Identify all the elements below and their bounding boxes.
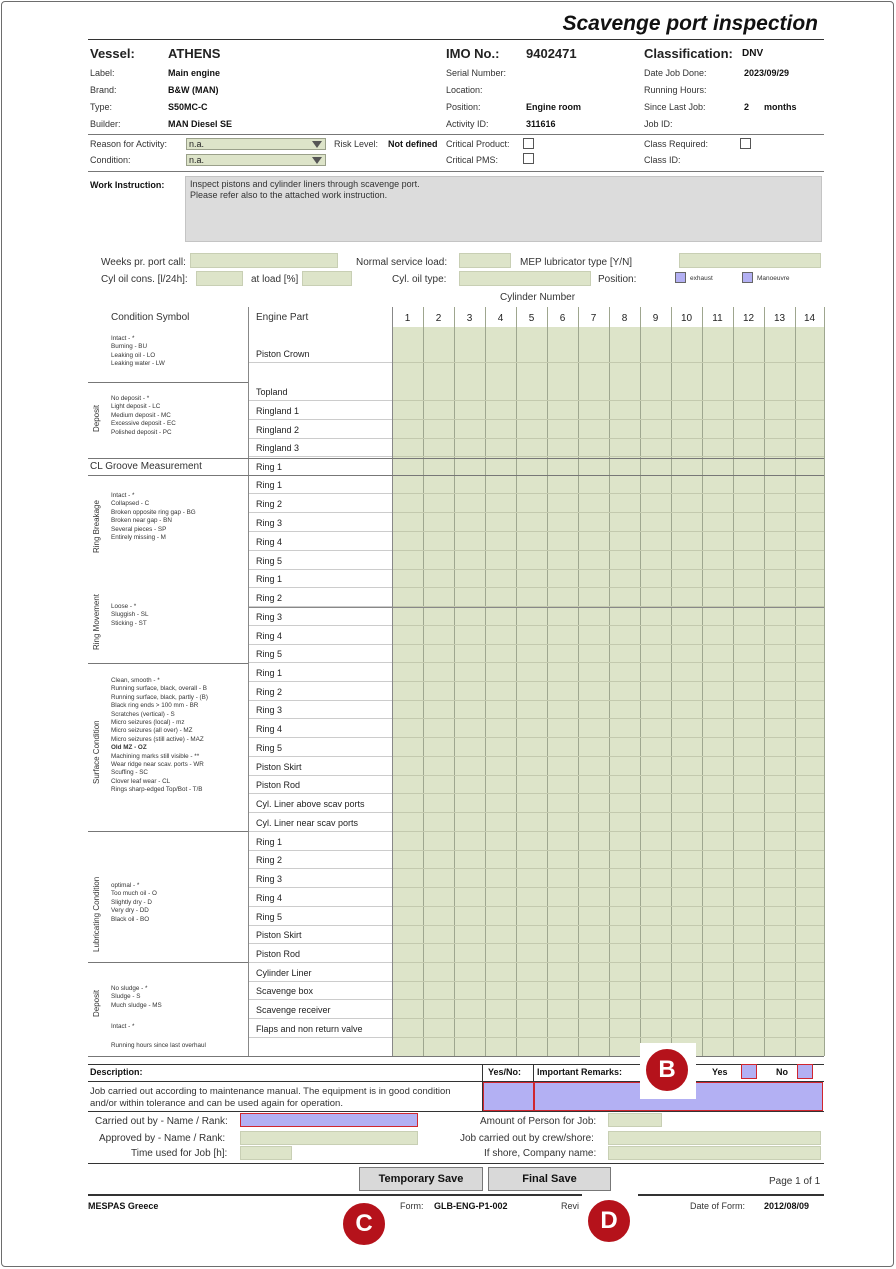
grid-row-line: [392, 999, 824, 1000]
grid-row-line: [392, 962, 824, 963]
part-row-line: [248, 531, 392, 532]
symbol-item: Clover leaf wear - CL: [111, 777, 171, 785]
activity-id-label: Activity ID:: [446, 119, 489, 129]
grid-row-line: [392, 456, 824, 457]
grid-row-line: [392, 700, 824, 701]
part-row-line: [248, 438, 392, 439]
work-instruction-label: Work Instruction:: [90, 180, 165, 190]
location-label: Location:: [446, 85, 483, 95]
label-label: Label:: [90, 68, 115, 78]
critical-product-checkbox[interactable]: [523, 138, 534, 149]
critical-pms-label: Critical PMS:: [446, 155, 499, 165]
temporary-save-button[interactable]: Temporary Save: [359, 1167, 483, 1191]
engine-part-row-label: Ring 4: [256, 724, 283, 734]
row-divider: [248, 607, 824, 608]
symbol-item: Sticking - ST: [111, 619, 147, 627]
part-row-line: [248, 512, 392, 513]
cyl-oil-cons-label: Cyl oil cons. [l/24h]:: [101, 274, 188, 285]
engine-part-row-label: Piston Crown: [256, 349, 310, 359]
cylinder-header-4: 4: [497, 313, 504, 324]
date-of-form-label: Date of Form:: [690, 1201, 746, 1211]
reason-label: Reason for Activity:: [90, 139, 168, 149]
fields-divider: [88, 1163, 824, 1164]
description-bottom: [88, 1111, 824, 1112]
symbol-item: Wear ridge near scav. ports - WR: [111, 761, 204, 769]
part-row-line: [248, 793, 392, 794]
engine-part-row-label: Ring 4: [256, 631, 283, 641]
grid-row-line: [392, 587, 824, 588]
imo-value: 9402471: [526, 46, 577, 61]
type-label: Type:: [90, 102, 113, 112]
builder-label: Builder:: [90, 119, 121, 129]
carried-out-highlight: [240, 1113, 418, 1127]
table-bottom: [88, 1056, 824, 1057]
symbol-item: Leaking water - LW: [111, 360, 165, 368]
important-remarks-label: Important Remarks:: [537, 1067, 623, 1077]
part-row-line: [248, 362, 392, 363]
symbols-piston-crown: [111, 335, 165, 369]
page-number: Page 1 of 1: [769, 1176, 821, 1187]
time-used-input[interactable]: [240, 1146, 292, 1160]
part-row-line: [248, 906, 392, 907]
ring-movement-section-label: Ring Movement: [92, 593, 101, 650]
title-divider: [88, 39, 824, 40]
symbol-item: Black ring ends > 100 mm - BR: [111, 702, 199, 710]
grid-row-line: [392, 887, 824, 888]
cylinder-header-10: 10: [680, 313, 693, 324]
grid-row-line: [392, 512, 824, 513]
weeks-input[interactable]: [190, 253, 338, 268]
part-row-line: [248, 1037, 392, 1038]
chevron-down-icon: [312, 157, 322, 164]
description-label: Description:: [90, 1067, 143, 1077]
grid-row-line: [392, 662, 824, 663]
symbol-item: Leaking oil - LO: [111, 351, 156, 359]
cylinder-header-3: 3: [466, 313, 473, 324]
engine-part-row-label: Cyl. Liner near scav ports: [256, 818, 359, 828]
engine-part-row-label: Ring 2: [256, 687, 283, 697]
symbol-item: Slightly dry - D: [111, 898, 152, 906]
form-code: GLB-ENG-P1-002: [434, 1201, 508, 1211]
symbol-item: Much sludge - MS: [111, 1001, 162, 1009]
symbol-item: Broken near gap - BN: [111, 517, 172, 525]
critical-pms-checkbox[interactable]: [523, 153, 534, 164]
engine-part-column-border: [248, 307, 249, 1056]
symbol-item: Sludge - S: [111, 993, 141, 1001]
symbol-item: Polished deposit - PC: [111, 428, 172, 436]
symbol-item: Running surface, black, partly - (B): [111, 693, 208, 701]
symbol-item: Scuffing - SC: [111, 769, 148, 777]
cl-groove-bottom: [88, 475, 824, 476]
surface-condition-section-label: Surface Condition: [92, 720, 101, 784]
engine-part-row-label: Ring 5: [256, 743, 283, 753]
engine-part-label: Engine Part: [256, 312, 309, 323]
reason-value: n.a.: [189, 139, 205, 149]
symbol-item: Intact - *: [111, 492, 135, 499]
cl-groove-label: CL Groove Measurement: [90, 461, 202, 472]
cylinder-header-14: 14: [803, 313, 816, 324]
work-instruction-line2: Please refer also to the attached work instruction.: [190, 190, 388, 200]
part-row-line: [248, 493, 392, 494]
critical-product-label: Critical Product:: [446, 139, 510, 149]
engine-part-row-label: Piston Rod: [256, 780, 301, 790]
part-row-line: [248, 400, 392, 401]
exhaust-checkbox[interactable]: [675, 272, 686, 283]
vessel-value: ATHENS: [168, 46, 221, 61]
condition-symbol-label: Condition Symbol: [111, 312, 190, 323]
since-last-label: Since Last Job:: [644, 102, 706, 112]
ring-breakage-section-label: Ring Breakage: [92, 500, 101, 553]
page-title: Scavenge port inspection: [562, 12, 818, 35]
cylinder-header-8: 8: [621, 313, 628, 324]
grid-row-line: [392, 812, 824, 813]
weeks-label: Weeks pr. port call:: [101, 257, 186, 268]
part-row-line: [248, 550, 392, 551]
engine-part-row-label: Ringland 3: [256, 443, 300, 453]
brand-value: B&W (MAN): [168, 85, 219, 95]
since-last-unit: months: [764, 102, 797, 112]
engine-part-row-label: Ring 4: [256, 537, 283, 547]
cyl-oil-cons-input[interactable]: [196, 271, 243, 286]
cylinder-number-label: Cylinder Number: [500, 292, 576, 303]
symbol-item: No sludge - *: [111, 985, 148, 992]
marker-c: C: [340, 1200, 388, 1248]
engine-part-row-label: Ring 1: [256, 462, 283, 472]
engine-part-row-label: Piston Rod: [256, 949, 301, 959]
grid-row-line: [392, 644, 824, 645]
symbol-item: Sluggish - SL: [111, 611, 149, 619]
serial-label: Serial Number:: [446, 68, 507, 78]
engine-part-row-label: Ring 1: [256, 668, 283, 678]
symbol-item: Light deposit - LC: [111, 403, 161, 411]
risk-level-label: Risk Level:: [334, 139, 379, 149]
engine-part-row-label: Ring 1: [256, 837, 283, 847]
marker-b: B: [643, 1046, 691, 1094]
symbol-item: Micro seizures (all over) - MZ: [111, 727, 193, 735]
exhaust-label: exhaust: [690, 275, 713, 282]
date-of-form-value: 2012/08/09: [764, 1201, 810, 1211]
condition-value: n.a.: [189, 155, 205, 165]
if-shore-label: If shore, Company name:: [484, 1148, 597, 1159]
normal-load-input[interactable]: [459, 253, 511, 268]
grid-row-line: [392, 906, 824, 907]
grid-row-line: [392, 569, 824, 570]
inspection-grid[interactable]: [392, 327, 824, 1056]
remarks-yes-highlight: [741, 1064, 757, 1079]
brand-label: Brand:: [90, 85, 117, 95]
form-label: Form:: [400, 1201, 424, 1211]
symbol-item: Micro seizures (still active) - MAZ: [111, 735, 204, 743]
cl-groove-top: [88, 458, 824, 459]
grid-row-line: [392, 925, 824, 926]
part-row-line: [248, 1018, 392, 1019]
job-id-label: Job ID:: [644, 119, 673, 129]
revision-label: Revi: [561, 1201, 580, 1211]
part-row-line: [248, 587, 392, 588]
company-name: MESPAS Greece: [88, 1201, 159, 1211]
engine-part-row-label: Ring 5: [256, 649, 283, 659]
builder-value: MAN Diesel SE: [168, 119, 233, 129]
symbol-item: Black oil - BO: [111, 915, 150, 923]
description-text[interactable]: Job carried out according to maintenance manual. The equipment is in good condition and/or within tolerance and can be used again for operation.: [90, 1086, 451, 1109]
date-done-label: Date Job Done:: [644, 68, 707, 78]
grid-row-line: [392, 493, 824, 494]
grid-column-border: [392, 307, 393, 1056]
part-row-line: [248, 887, 392, 888]
symbols-ring-movement: [111, 603, 148, 628]
engine-part-row-label: Ringland 2: [256, 425, 300, 435]
activity-id-value: 311616: [526, 119, 556, 129]
grid-row-line: [392, 681, 824, 682]
part-row-line: [248, 718, 392, 719]
grid-column-line: [824, 307, 825, 1056]
final-save-button[interactable]: Final Save: [488, 1167, 611, 1191]
cyl-oil-type-input[interactable]: [459, 271, 591, 286]
symbol-item: No deposit - *: [111, 395, 150, 402]
description-top: [88, 1064, 824, 1065]
part-row-line: [248, 981, 392, 982]
engine-part-row-label: Cylinder Liner: [256, 968, 312, 978]
symbol-item: Intact - *: [111, 335, 135, 342]
engine-part-row-label: Ring 2: [256, 593, 283, 603]
grid-row-line: [392, 550, 824, 551]
yes-no-label: Yes/No:: [488, 1067, 522, 1077]
symbol-item: Running surface, black, overall - B: [111, 685, 207, 693]
part-row-line: [248, 737, 392, 738]
class-id-label: Class ID:: [644, 155, 681, 165]
section-divider: [88, 962, 248, 963]
work-instruction-text[interactable]: [185, 176, 822, 242]
part-row-line: [248, 868, 392, 869]
grid-row-line: [392, 438, 824, 439]
remarks-no-highlight: [797, 1064, 813, 1079]
mep-label: MEP lubricator type [Y/N]: [520, 257, 633, 268]
cylinder-header-13: 13: [773, 313, 786, 324]
engine-part-row-label: Ring 1: [256, 480, 283, 490]
footer-divider: [88, 1194, 824, 1196]
grid-row-line: [392, 737, 824, 738]
imo-label: IMO No.:: [446, 46, 500, 61]
part-row-line: [248, 831, 392, 832]
engine-part-row-label: Ringland 1: [256, 406, 300, 416]
engine-part-row-label: Piston Skirt: [256, 930, 302, 940]
engine-part-row-label: Ring 2: [256, 499, 283, 509]
engine-part-row-label: Piston Skirt: [256, 762, 302, 772]
marker-d: D: [585, 1197, 633, 1245]
symbol-item: Loose - *: [111, 603, 137, 610]
remarks-no-label: No: [776, 1067, 788, 1077]
part-row-line: [248, 943, 392, 944]
engine-part-row-label: Scavenge receiver: [256, 1005, 331, 1015]
part-row-line: [248, 775, 392, 776]
normal-load-label: Normal service load:: [356, 257, 448, 268]
engine-part-row-label: Flaps and non return valve: [256, 1024, 363, 1034]
mep-input[interactable]: [679, 253, 821, 268]
symbol-item: optimal - *: [111, 882, 140, 889]
symbol-item: Old MZ - OZ: [111, 744, 147, 752]
cylinder-header-2: 2: [435, 313, 442, 324]
amount-label: Amount of Person for Job:: [480, 1116, 597, 1127]
symbol-item: Broken opposite ring gap - BG: [111, 508, 196, 516]
cylinder-header-9: 9: [652, 313, 659, 324]
engine-part-row-label: Ring 3: [256, 612, 283, 622]
grid-row-line: [392, 831, 824, 832]
position-param-label: Position:: [598, 274, 637, 285]
symbol-item: Clean, smooth - *: [111, 677, 160, 684]
classification-label: Classification:: [644, 46, 733, 61]
symbol-item: Burning - BU: [111, 343, 148, 351]
part-row-line: [248, 700, 392, 701]
section-divider: [88, 831, 248, 832]
at-load-label: at load [%]: [251, 274, 299, 285]
part-row-line: [248, 681, 392, 682]
grid-row-line: [392, 868, 824, 869]
part-row-line: [248, 812, 392, 813]
grid-row-line: [392, 850, 824, 851]
running-hours-note: Running hours since last overhaul: [111, 1042, 206, 1049]
vessel-label: Vessel:: [90, 46, 135, 61]
grid-row-line: [392, 793, 824, 794]
symbol-item: Machining marks still visible - **: [111, 752, 200, 760]
symbol-item: Collapsed - C: [111, 500, 150, 508]
crew-shore-input[interactable]: [608, 1131, 821, 1145]
grid-row-line: [392, 943, 824, 944]
work-instruction-line1: Inspect pistons and cylinder liners through scavenge port.: [190, 179, 420, 189]
engine-part-row-label: Ring 5: [256, 556, 283, 566]
engine-part-row-label: Ring 1: [256, 574, 283, 584]
part-row-line: [248, 999, 392, 1000]
cylinder-header-7: 7: [590, 313, 597, 324]
class-required-checkbox[interactable]: [740, 138, 751, 149]
yes-no-field-highlight: [483, 1082, 534, 1111]
cylinder-header-12: 12: [742, 313, 755, 324]
engine-part-row-label: Ring 3: [256, 874, 283, 884]
part-row-line: [248, 962, 392, 963]
time-used-label: Time used for Job [h]:: [131, 1148, 228, 1159]
since-last-number: 2: [744, 102, 750, 112]
classification-value: DNV: [742, 48, 764, 59]
grid-row-line: [392, 531, 824, 532]
grid-row-line: [392, 1037, 824, 1038]
date-done-value: 2023/09/29: [744, 68, 790, 78]
header-divider: [88, 134, 824, 135]
engine-part-row-label: Ring 4: [256, 893, 283, 903]
reason-dropdown[interactable]: [186, 138, 326, 150]
part-row-line: [248, 850, 392, 851]
risk-level-value: Not defined: [388, 139, 438, 149]
symbol-item: Scratches (vertical) - S: [111, 710, 175, 718]
part-row-line: [248, 625, 392, 626]
company-name-input[interactable]: [608, 1146, 821, 1160]
symbol-item: Medium deposit - MC: [111, 411, 171, 419]
reason-divider: [88, 171, 824, 172]
cylinder-header-5: 5: [528, 313, 535, 324]
section-divider: [88, 663, 248, 664]
crew-shore-label: Job carried out by crew/shore:: [460, 1133, 594, 1144]
cylinder-header-6: 6: [559, 313, 566, 324]
part-row-line: [248, 756, 392, 757]
engine-part-row-label: Ring 2: [256, 855, 283, 865]
cylinder-header-1: 1: [404, 313, 411, 324]
running-hours-label: Running Hours:: [644, 85, 707, 95]
manoeuvre-label: Manoeuvre: [757, 275, 790, 282]
symbol-item: Very dry - DD: [111, 907, 149, 915]
section-divider: [88, 382, 248, 383]
symbol-item: Micro seizures (local) - mz: [111, 719, 185, 727]
symbol-item: Entirely missing - M: [111, 534, 166, 542]
remarks-yes-label: Yes: [712, 1067, 728, 1077]
cylinder-header-11: 11: [712, 313, 723, 324]
position-value: Engine room: [526, 102, 582, 112]
cyl-oil-type-label: Cyl. oil type:: [392, 274, 447, 285]
part-row-line: [248, 644, 392, 645]
amount-input[interactable]: [608, 1113, 662, 1127]
symbol-item: Rings sharp-edged Top/Bot - T/B: [111, 786, 203, 794]
position-label: Position:: [446, 102, 481, 112]
engine-part-row-label: Ring 5: [256, 912, 283, 922]
engine-part-row-label: Topland: [256, 387, 288, 397]
grid-row-line: [392, 625, 824, 626]
yesno-divider: [533, 1064, 534, 1082]
engine-part-row-label: Ring 3: [256, 705, 283, 715]
symbol-item: Too much oil - O: [111, 890, 157, 898]
engine-part-row-label: Ring 3: [256, 518, 283, 528]
lubricating-condition-section-label: Lubricating Condition: [92, 876, 101, 952]
engine-part-row-label: Scavenge box: [256, 986, 314, 996]
part-row-line: [248, 925, 392, 926]
manoeuvre-checkbox[interactable]: [742, 272, 753, 283]
symbols-surface-condition: [111, 677, 208, 795]
engine-part-row-label: Cyl. Liner above scav ports: [256, 799, 365, 809]
symbol-intact: Intact - *: [111, 1023, 135, 1030]
deposit-section-label: Deposit: [92, 404, 101, 432]
part-row-line: [248, 419, 392, 420]
grid-row-line: [392, 362, 824, 363]
part-row-line: [248, 569, 392, 570]
grid-row-line: [392, 400, 824, 401]
symbols-ring-breakage: [111, 492, 196, 542]
condition-dropdown[interactable]: [186, 154, 326, 166]
class-required-label: Class Required:: [644, 139, 709, 149]
grid-row-line: [392, 981, 824, 982]
grid-row-line: [392, 1018, 824, 1019]
deposit2-section-label: Deposit: [92, 989, 101, 1017]
condition-label: Condition:: [90, 155, 131, 165]
chevron-down-icon: [312, 141, 322, 148]
symbols-sludge: [111, 985, 162, 1010]
symbols-lubricating-condition: [111, 882, 157, 924]
label-value: Main engine: [168, 68, 221, 78]
grid-row-line: [392, 775, 824, 776]
part-row-line: [248, 662, 392, 663]
carried-out-label: Carried out by - Name / Rank:: [95, 1116, 228, 1127]
approved-input[interactable]: [240, 1131, 418, 1145]
symbol-item: Several pieces - SP: [111, 525, 167, 533]
at-load-input[interactable]: [302, 271, 352, 286]
symbols-deposit: [111, 395, 176, 437]
grid-row-line: [392, 756, 824, 757]
type-value: S50MC-C: [168, 102, 208, 112]
approved-label: Approved by - Name / Rank:: [99, 1133, 226, 1144]
grid-row-line: [392, 718, 824, 719]
part-row-line: [248, 456, 392, 457]
grid-row-line: [392, 419, 824, 420]
symbol-item: Excessive deposit - EC: [111, 420, 176, 428]
